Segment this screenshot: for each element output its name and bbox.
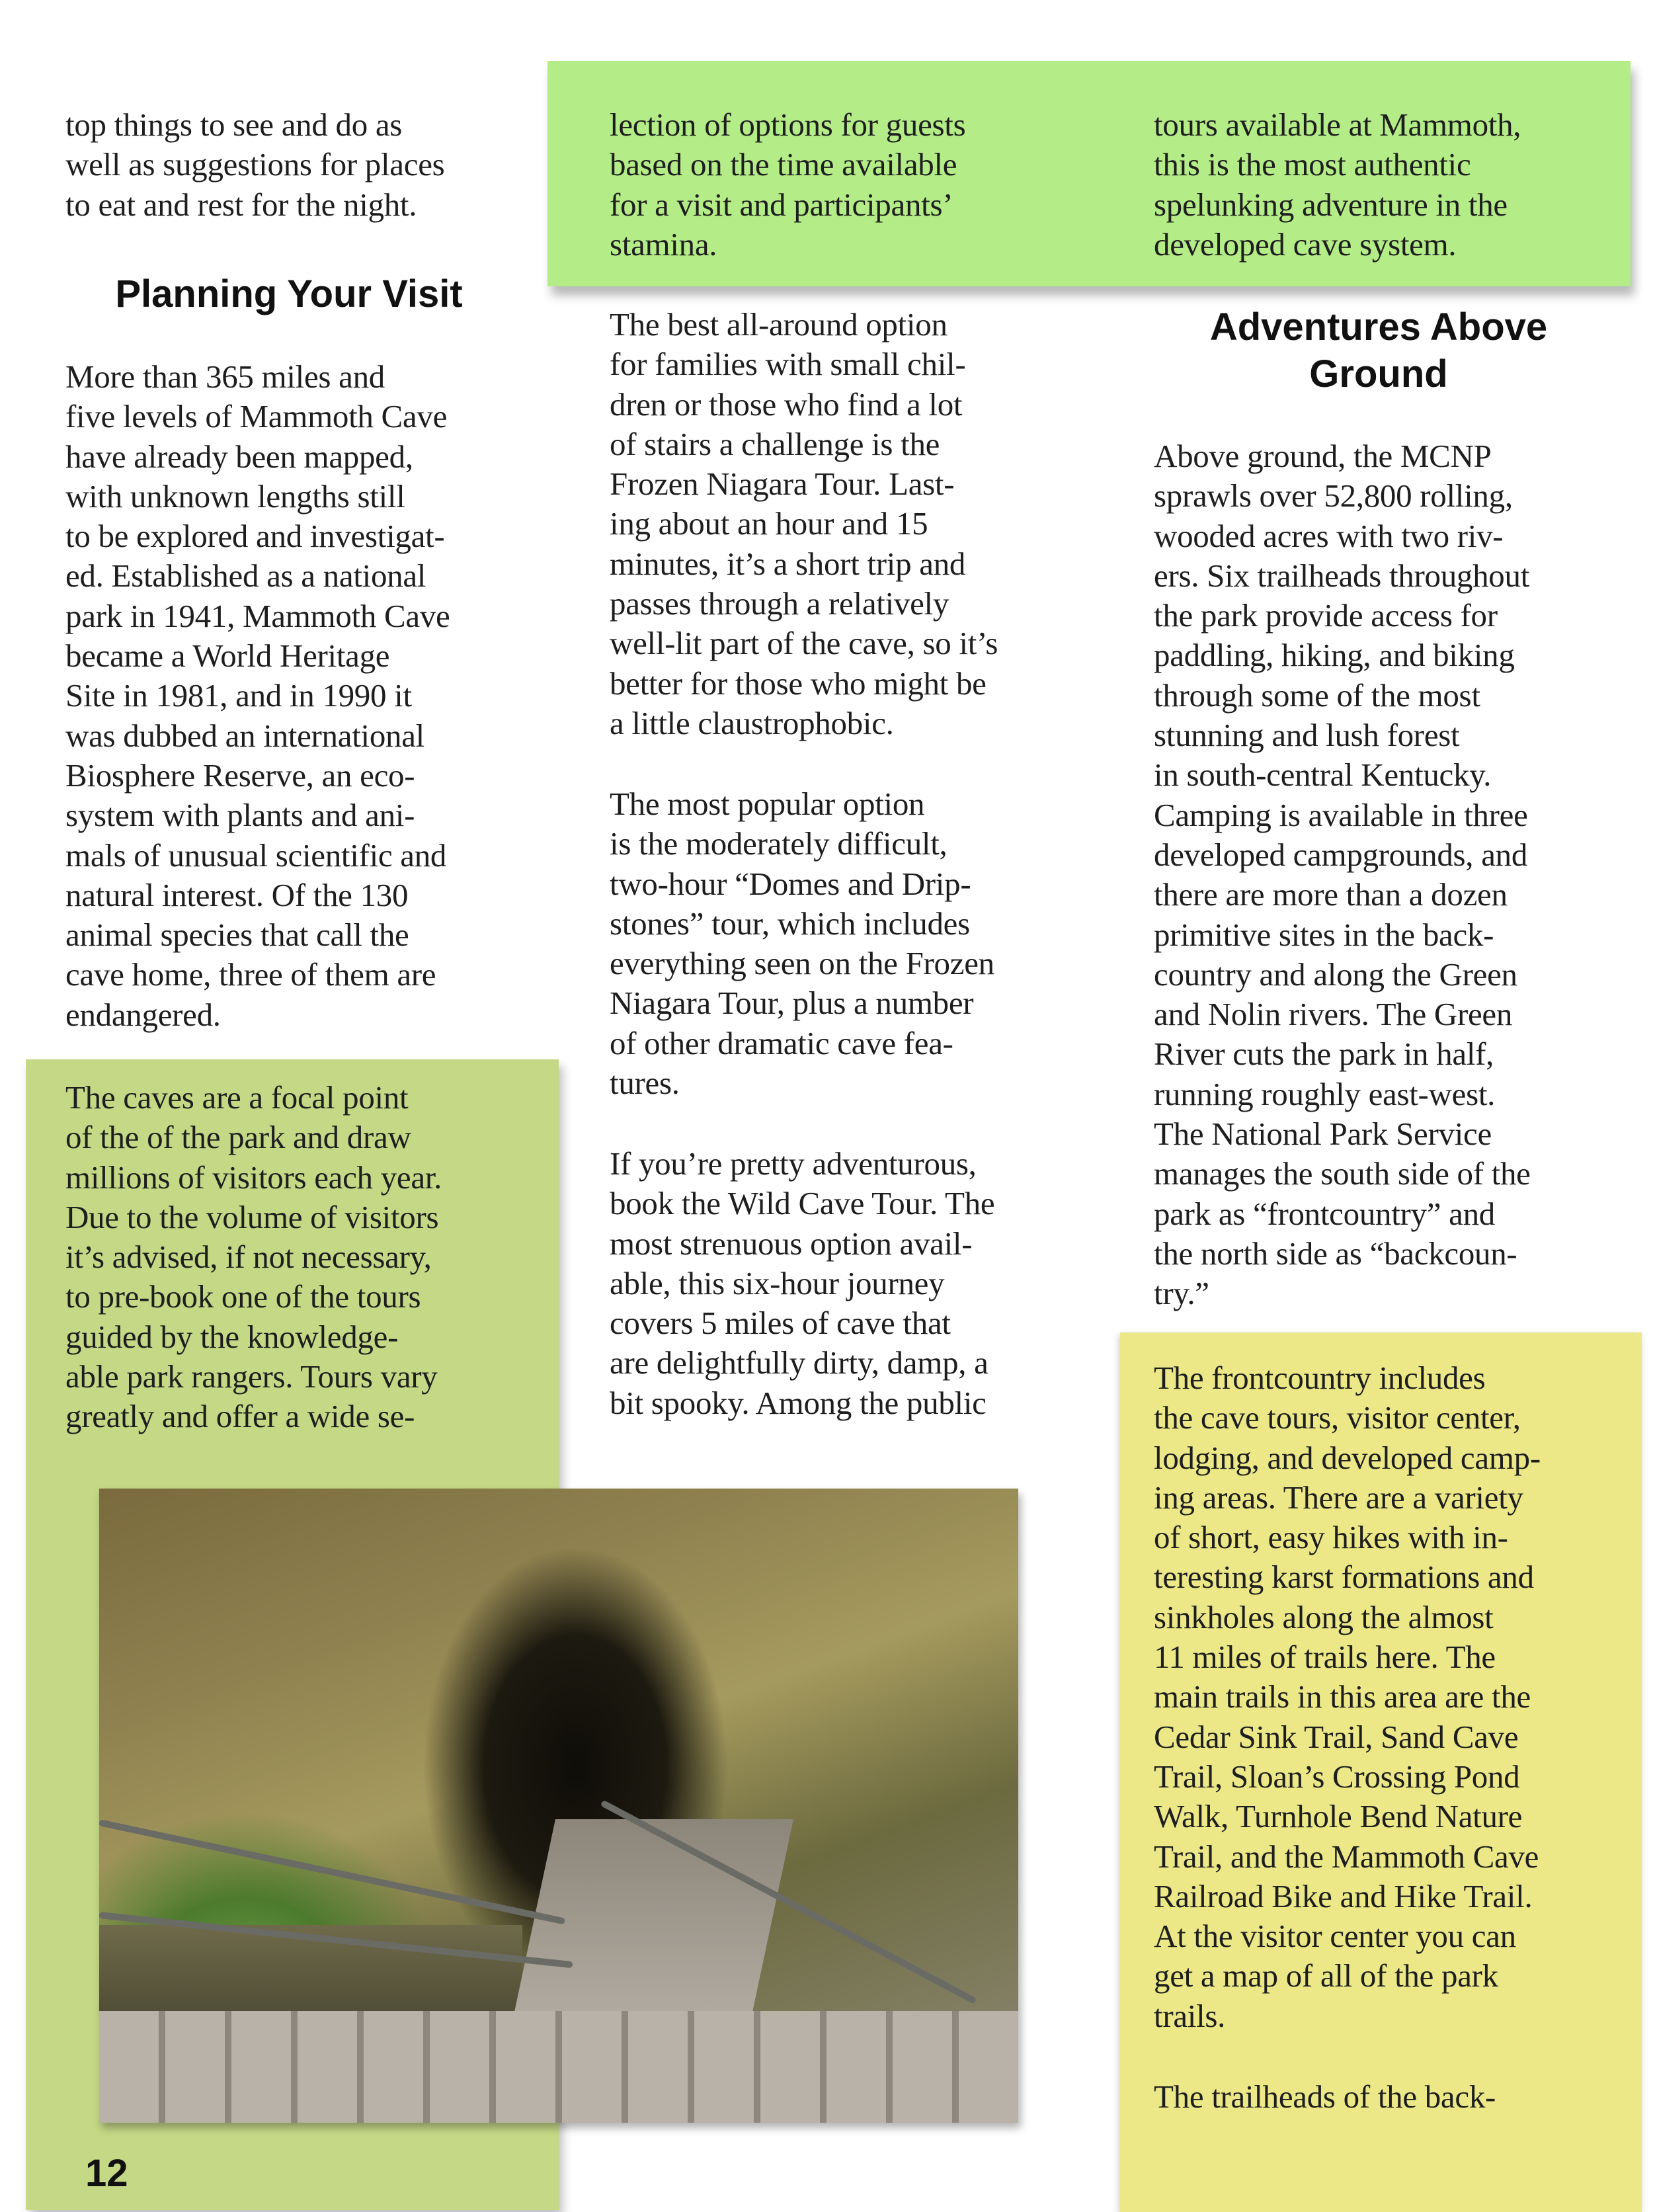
text-line: spelunking adventure in the [1154, 186, 1508, 223]
text-line: The most popular option [610, 786, 925, 822]
text-line: The National Park Service [1154, 1116, 1492, 1153]
text-line: to pre-book one of the tours [65, 1278, 421, 1315]
text-line: Trail, Sloan’s Crossing Pond [1154, 1758, 1520, 1795]
text-line: natural interest. Of the 130 [65, 876, 409, 913]
text-line: minutes, it’s a short trip and [610, 545, 966, 582]
text-line: Cedar Sink Trail, Sand Cave [1154, 1718, 1519, 1755]
text-line: More than 365 miles and [65, 358, 385, 395]
text-line: At the visitor center you can [1154, 1918, 1516, 1955]
text-line: lodging, and developed camp- [1154, 1439, 1541, 1476]
col2-paragraph-3 [610, 1144, 994, 1423]
heading-line: Adventures Above [1209, 306, 1548, 348]
text-line: book the Wild Cave Tour. The [610, 1185, 995, 1222]
text-line: Railroad Bike and Hike Trail. [1154, 1877, 1533, 1914]
text-line: If you’re pretty adventurous, [610, 1145, 977, 1182]
text-line: able, this six-hour journey [610, 1264, 945, 1301]
text-line: tures. [610, 1065, 680, 1102]
text-line: ing areas. There are a variety [1154, 1479, 1523, 1516]
text-line: Trail, and the Mammoth Cave [1154, 1838, 1539, 1875]
text-line: guided by the knowledge- [65, 1318, 399, 1355]
text-line: The frontcountry includes [1154, 1360, 1486, 1396]
text-line: wooded acres with two riv- [1154, 517, 1504, 554]
text-line: everything seen on the Frozen [610, 945, 994, 982]
text-line: trails. [1154, 1997, 1226, 2034]
text-line: five levels of Mammoth Cave [65, 398, 448, 435]
text-line: running roughly east-west. [1154, 1075, 1496, 1112]
text-line: Site in 1981, and in 1990 it [65, 677, 412, 714]
top-box-col3-text [1154, 105, 1521, 265]
text-line: Due to the volume of visitors [65, 1198, 439, 1235]
text-line: Above ground, the MCNP [1154, 438, 1492, 474]
text-line: it’s advised, if not necessary, [65, 1239, 432, 1276]
text-line: stones” tour, which includes [610, 905, 970, 942]
heading-planning-your-visit: Planning Your Visit [115, 272, 463, 315]
text-line: millions of visitors each year. [65, 1159, 442, 1196]
text-line: ing about an hour and 15 [610, 505, 928, 542]
text-line: Niagara Tour, plus a number [610, 985, 974, 1022]
text-line: River cuts the park in half, [1154, 1036, 1494, 1073]
col2-paragraph-2 [610, 784, 994, 1103]
text-line: the north side as “backcoun- [1154, 1235, 1517, 1272]
text-line: passes through a relatively [610, 585, 949, 622]
cave-entrance-photo [99, 1489, 1018, 2123]
heading-line: Ground [1309, 352, 1448, 395]
text-line: to be explored and investigat- [65, 518, 445, 555]
text-line: try.” [1154, 1275, 1209, 1312]
text-line: the cave tours, visitor center, [1154, 1399, 1521, 1436]
text-line: the park provide access for [1154, 597, 1498, 634]
photo-handrail [99, 1819, 565, 1924]
col1-body-text [65, 357, 450, 1035]
text-line: tours available at Mammoth, [1154, 106, 1521, 143]
text-line: for a visit and participants’ [610, 186, 953, 223]
text-line: stamina. [610, 225, 717, 263]
text-line: this is the most authentic [1154, 146, 1471, 183]
text-line: well-lit part of the cave, so it’s [610, 625, 998, 662]
text-line: two-hour “Domes and Drip- [610, 865, 971, 902]
top-box-col2-text [610, 105, 965, 265]
text-line: able park rangers. Tours vary [65, 1358, 438, 1395]
text-line: is the moderately difficult, [610, 825, 947, 862]
text-line: The best all-around option [610, 306, 947, 343]
text-line: most strenuous option avail- [610, 1225, 973, 1262]
text-line: cave home, three of them are [65, 956, 436, 993]
text-line: teresting karst formations and [1154, 1559, 1534, 1596]
text-line: covers 5 miles of cave that [610, 1305, 951, 1342]
text-line: endangered. [65, 996, 221, 1033]
text-line: of the of the park and draw [65, 1119, 411, 1156]
text-line: primitive sites in the back- [1154, 916, 1494, 953]
text-line: ed. Established as a national [65, 557, 426, 594]
yellow-box-paragraph-2 [1154, 2077, 1496, 2117]
text-line: park in 1941, Mammoth Cave [65, 597, 450, 634]
text-line: system with plants and ani- [65, 797, 415, 834]
text-line: The caves are a focal point [65, 1079, 409, 1116]
text-line: 11 miles of trails here. The [1154, 1639, 1496, 1676]
text-line: there are more than a dozen [1154, 876, 1508, 913]
yellow-box-paragraph-1 [1154, 1358, 1541, 2036]
text-line: developed campgrounds, and [1154, 836, 1528, 873]
heading-adventures-above-ground [1154, 304, 1603, 397]
text-line: developed cave system. [1154, 225, 1457, 263]
text-line: paddling, hiking, and biking [1154, 637, 1515, 674]
text-line: are delightfully dirty, damp, a [610, 1344, 988, 1381]
text-line: have already been mapped, [65, 438, 413, 475]
text-line: stunning and lush forest [1154, 717, 1460, 754]
text-line: sprawls over 52,800 rolling, [1154, 477, 1513, 514]
text-line: get a map of all of the park [1154, 1957, 1498, 1994]
text-line: became a World Heritage [65, 637, 390, 675]
text-line: based on the time available [610, 146, 957, 183]
text-line: a little claustrophobic. [610, 704, 894, 741]
text-line: was dubbed an international [65, 717, 424, 754]
text-line: country and along the Green [1154, 956, 1517, 993]
text-line: Frozen Niagara Tour. Last- [610, 466, 955, 503]
text-line: Biosphere Reserve, an eco- [65, 757, 415, 794]
text-line: in south-central Kentucky. [1154, 757, 1492, 794]
text-line: park as “frontcountry” and [1154, 1195, 1496, 1232]
text-line: greatly and offer a wide se- [65, 1398, 415, 1435]
text-line: well as suggestions for places [65, 146, 445, 183]
text-line: better for those who might be [610, 665, 987, 702]
text-line: and Nolin rivers. The Green [1154, 996, 1513, 1033]
text-line: Walk, Turnhole Bend Nature [1154, 1798, 1523, 1835]
text-line: lection of options for guests [610, 106, 966, 143]
text-line: top things to see and do as [65, 106, 403, 143]
text-line: ers. Six trailheads throughout [1154, 557, 1530, 594]
text-line: through some of the most [1154, 676, 1480, 714]
text-line: mals of unusual scientific and [65, 837, 447, 874]
photo-steps [99, 2011, 1018, 2123]
text-line: to eat and rest for the night. [65, 186, 417, 223]
left-box-text [65, 1078, 442, 1437]
text-line: main trails in this area are the [1154, 1678, 1531, 1715]
text-line: Camping is available in three [1154, 796, 1528, 833]
text-line: with unknown lengths still [65, 477, 405, 514]
col3-body-text [1154, 436, 1531, 1314]
col1-intro-text [65, 105, 444, 225]
text-line: manages the south side of the [1154, 1155, 1531, 1192]
text-line: bit spooky. Among the public [610, 1384, 987, 1421]
text-line: for families with small chil- [610, 346, 966, 383]
page-number: 12 [85, 2152, 128, 2195]
text-line: of short, easy hikes with in- [1154, 1519, 1508, 1556]
text-line: of stairs a challenge is the [610, 425, 940, 462]
text-line: of other dramatic cave fea- [610, 1024, 953, 1061]
text-line: animal species that call the [65, 917, 409, 954]
col2-paragraph-1 [610, 305, 998, 743]
text-line: sinkholes along the almost [1154, 1598, 1494, 1635]
text-line: dren or those who find a lot [610, 386, 963, 423]
text-line: The trailheads of the back- [1154, 2078, 1496, 2115]
